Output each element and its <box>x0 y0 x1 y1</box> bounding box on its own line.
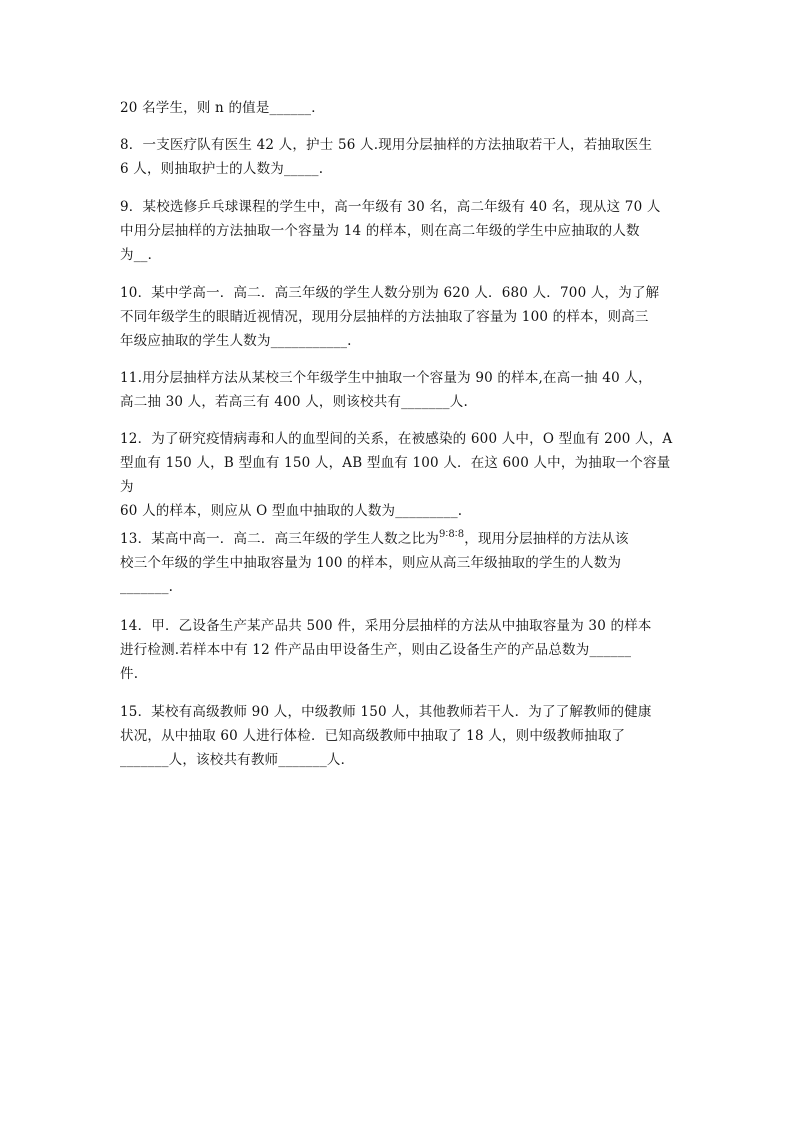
question-13: 13．某高中高一．高二．高三年级的学生人数之比为$^{9∶8∶8}$，现用分层抽样的方法从该 校三个年级的学生中抽取容量为 100 的样本，则应从高三年级抽取的学生的人数为 _______. <box>120 529 629 595</box>
question-9: 9．某校选修乒乓球课程的学生中，高一年级有 30 名，高二年级有 40 名，现从这 70 人 中用分层抽样的方法抽取一个容量为 14 的样本，则在高二年级的学生中应抽取的人数 为__． <box>120 199 661 263</box>
question-11: 11.用分层抽样方法从某校三个年级学生中抽取一个容量为 90 的样本,在高一抽 40 人， 高二抽 30 人，若高三有 400 人，则该校共有_______人. <box>120 370 652 410</box>
question-12: 12．为了研究疫情病毒和人的血型间的关系，在被感染的 600 人中，O 型血有 200 人，A 型血有 150 人，B 型血有 150 人，AB 型血有 100 人．在这 600 人中，为抽取一个容量为 60 人的样本，则应从 O 型血中抽取的人数为_________. <box>120 431 673 519</box>
question-14: 14．甲．乙设备生产某产品共 500 件，采用分层抽样的方法从中抽取容量为 30 的样本 进行检测.若样本中有 12 件产品由甲设备生产，则由乙设备生产的产品总数为______ 件. <box>120 618 652 682</box>
ratio-superscript: 9∶8∶8 <box>438 529 465 540</box>
question-7-tail: 20 名学生，则 n 的值是______． <box>120 100 325 116</box>
question-10: 10．某中学高一．高二．高三年级的学生人数分别为 620 人．680 人．700 人，为了解 不同年级学生的眼睛近视情况，现用分层抽样的方法抽取了容量为 100 的样本，则高三 年级应抽取的学生人数为___________. <box>120 285 660 349</box>
question-15: 15．某校有高级教师 90 人，中级教师 150 人，其他教师若干人．为了了解教师的健康 状况，从中抽取 60 人进行体检．已知高级教师中抽取了 18 人，则中级教师抽取了 _______人，该校共有教师_______人． <box>120 704 652 768</box>
question-8: 8．一支医疗队有医生 42 人，护士 56 人.现用分层抽样的方法抽取若干人，若抽取医生 6 人，则抽取护士的人数为_____. <box>120 137 653 177</box>
